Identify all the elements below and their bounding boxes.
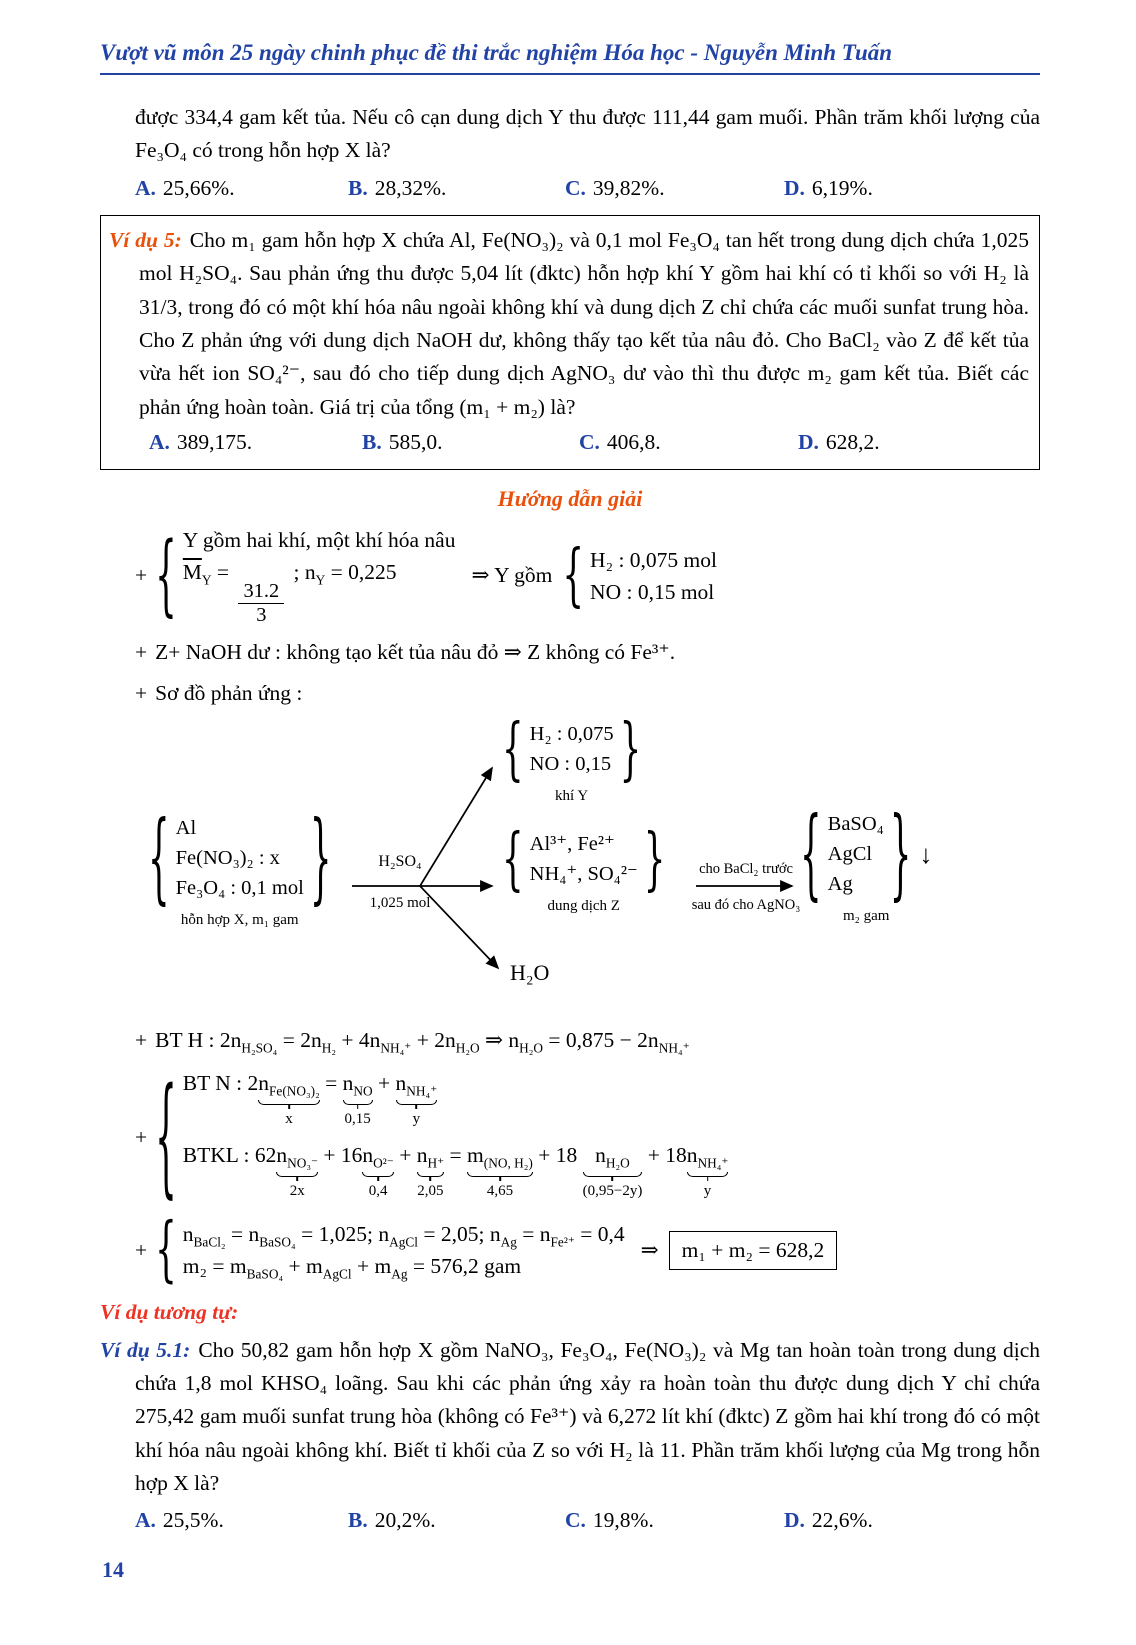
scheme-line: Al <box>175 817 197 840</box>
h2so4-mol-label: 1,025 mol <box>369 895 431 912</box>
option-letter: B. <box>348 1508 368 1533</box>
option-value: 406,8. <box>606 429 661 454</box>
option-letter: A. <box>135 1508 156 1533</box>
plus-sign: + <box>135 1028 148 1053</box>
equation-mid: + <box>372 1070 396 1095</box>
example-5-label: Ví dụ 5: <box>109 227 182 252</box>
underbrace <box>343 1100 373 1108</box>
scheme-line: Ag <box>827 872 853 895</box>
question-previous <box>135 101 1040 205</box>
option-d <box>798 426 1029 459</box>
underbrace-term <box>362 1140 393 1202</box>
option-value: 25,5%. <box>162 1508 224 1533</box>
term: $n_{H_2O}$ <box>595 1142 630 1171</box>
final-line-2: $m_2 = m_{BaSO_4} + m_{AgCl} + m_{Ag} = 576,2$ gam <box>182 1254 522 1282</box>
underbrace <box>467 1172 533 1180</box>
underbrace-term <box>276 1140 318 1202</box>
plus-sign: + <box>135 639 148 664</box>
equation-mid: = <box>319 1070 343 1095</box>
option-c <box>565 172 784 205</box>
option-letter: A. <box>149 429 170 454</box>
left-brace <box>148 810 170 909</box>
option-letter: D. <box>784 1508 805 1533</box>
left-brace <box>155 1073 177 1202</box>
left-brace <box>502 826 524 894</box>
header-title: Vượt vũ môn 25 ngày chinh phục đề thi trắc nghiệm Hóa học - Nguyễn Minh Tuấn <box>100 40 893 65</box>
solution-z-braced <box>502 830 665 889</box>
option-value: 20,2%. <box>374 1508 436 1533</box>
option-b <box>348 1504 565 1537</box>
mixture-x-group <box>148 814 331 931</box>
final-result-box: m₁ + m₂ = 628,2 <box>669 1231 838 1270</box>
mixture-x-lines <box>176 814 304 903</box>
scheme-line: Al³⁺, Fe²⁺ <box>529 833 615 856</box>
term: $n_{NO}$ <box>342 1070 373 1099</box>
underbrace-label: (0,95−2y) <box>582 1182 643 1199</box>
gas-line-2: $\overline{M}_Y$ = $\frac{31.2}{3}$ ; $n_Y = 0,225$ <box>182 560 397 627</box>
option-value: 389,175. <box>176 429 253 454</box>
scheme-line: AgCl <box>827 843 873 866</box>
plus-sign: + <box>135 563 148 588</box>
option-letter: D. <box>798 429 819 454</box>
final-lines <box>183 1218 625 1283</box>
final-group <box>135 1218 1040 1283</box>
gas-y-label: khí Y <box>555 787 589 804</box>
underbrace <box>362 1172 393 1180</box>
underbrace-label: 0,15 <box>344 1110 371 1127</box>
scheme-line: H₂ : 0,075 <box>529 723 614 746</box>
gas-no: NO : 0,15 mol <box>590 580 715 604</box>
option-value: 585,0. <box>388 429 443 454</box>
term: $n_{O^{2-}}$ <box>362 1142 394 1171</box>
precipitate-row <box>800 810 932 899</box>
scheme-line: BaSO₄ <box>827 813 884 836</box>
example-5-paragraph <box>109 224 1029 424</box>
option-letter: C. <box>565 1508 586 1533</box>
option-a <box>135 1504 348 1537</box>
underbrace-term <box>417 1140 444 1202</box>
solution-step-scheme <box>135 677 1040 710</box>
implies-y-gom: ⇒ Y gồm <box>471 563 553 588</box>
option-c <box>579 426 798 459</box>
option-value: 28,32%. <box>374 175 447 200</box>
precipitate-braced <box>800 810 911 899</box>
water-product: H₂O <box>510 960 550 986</box>
agno3-label: sau đó cho AgNO₃ <box>691 897 801 914</box>
conservation-equations <box>183 1066 729 1210</box>
plus-sign: + <box>135 681 148 706</box>
equation-mid: + 16 <box>318 1142 363 1167</box>
option-letter: A. <box>135 175 156 200</box>
h2so4-label: H₂SO₄ <box>378 853 422 871</box>
underbrace-label: 2x <box>289 1182 305 1199</box>
solution-step-naoh <box>135 636 1040 669</box>
precipitate-lines <box>828 810 884 899</box>
underbrace <box>276 1172 318 1180</box>
underbrace-term <box>583 1140 643 1202</box>
option-a <box>135 172 348 205</box>
gas-analysis-lines <box>183 524 456 628</box>
right-brace <box>620 716 642 784</box>
scheme-line: Fe(NO₃)₂ : x <box>175 847 280 870</box>
option-b <box>348 172 565 205</box>
equation-mid: + 18 <box>642 1142 687 1167</box>
underbrace-term <box>396 1068 438 1130</box>
option-c <box>565 1504 784 1537</box>
term: $n_{NH_4^+}$ <box>395 1070 438 1099</box>
bacl2-label: cho BaCl₂ trước <box>699 861 793 878</box>
similar-examples-label: Ví dụ tương tự: <box>100 1300 239 1325</box>
solution-z-lines <box>530 830 638 889</box>
naoh-statement: Z+ NaOH dư : không tạo kết tủa nâu đỏ ⇒ Z không có Fe³⁺. <box>155 639 676 664</box>
gas-y-lines <box>530 720 614 779</box>
solution-step-gas <box>135 524 1040 628</box>
reaction-scheme-diagram <box>100 718 1036 1018</box>
underbrace-term <box>687 1140 729 1202</box>
equation-bt-n <box>183 1068 729 1130</box>
option-value: 22,6%. <box>811 1508 873 1533</box>
option-value: 25,66%. <box>162 175 235 200</box>
underbrace-label: y <box>703 1182 712 1199</box>
answer-options-row <box>135 172 1040 205</box>
right-brace <box>310 810 332 909</box>
question-text: được 334,4 gam kết tủa. Nếu cô cạn dung dịch Y thu được 111,44 gam muối. Phần trăm khối lượng của Fe₃O₄ có trong hỗn hợp X là? <box>135 105 1040 163</box>
underbrace-term <box>467 1140 533 1202</box>
gas-h2: H₂ : 0,075 mol <box>590 547 717 572</box>
right-brace <box>890 806 912 905</box>
option-letter: B. <box>348 175 368 200</box>
page-header <box>100 40 1040 75</box>
left-brace <box>155 1214 177 1285</box>
term: $n_{NH_4^+}$ <box>686 1142 729 1171</box>
underbrace-label: 2,05 <box>417 1182 444 1199</box>
page-content <box>100 101 1040 1538</box>
gas-y-braced <box>502 720 641 779</box>
solution-title: Hướng dẫn giải <box>497 486 643 512</box>
underbrace <box>258 1100 320 1108</box>
option-value: 6,19%. <box>811 175 873 200</box>
final-line-1: $n_{BaCl_2} = n_{BaSO_4} = 1,025$; $n_{AgCl} = 2,05$; $n_{Ag} = n_{Fe^{2+}} = 0,4$ <box>182 1221 625 1250</box>
equation-bt-h <box>135 1024 1040 1057</box>
example-5-1-text: Cho 50,82 gam hỗn hợp X gồm NaNO₃, Fe₃O₄, Fe(NO₃)₂ và Mg tan hoàn toàn trong dung dịch chứa 1,8 mol KHSO₄ loãng. Sau khi các phản ứng xảy ra hoàn toàn thu được dung dịch Y chỉ chứa 275,42 gam muối sunfat trung hòa (không có Fe³⁺) và 6,272 lít khí (đktc) Z gồm hai khí trong đó có một khí hóa nâu ngoài không khí. Biết tỉ khối của Z so với H₂ là 11. Phần trăm khối lượng của Mg trong hỗn hợp X là? <box>135 1337 1041 1495</box>
example-5-1-paragraph <box>100 1334 1040 1501</box>
scheme-line: NO : 0,15 <box>529 753 612 776</box>
left-brace <box>562 542 584 610</box>
scheme-line: Fe₃O₄ : 0,1 mol <box>175 876 304 899</box>
underbrace-term <box>343 1068 373 1130</box>
equation-mid: + <box>393 1142 417 1167</box>
precipitate-label: m₂ gam <box>842 907 890 924</box>
option-letter: D. <box>784 175 805 200</box>
underbrace <box>396 1100 438 1108</box>
gas-line-1: Y gồm hai khí, một khí hóa nâu <box>182 528 456 553</box>
option-d <box>784 172 1040 205</box>
option-d <box>784 1504 1040 1537</box>
scheme-line: NH₄⁺, SO₄²⁻ <box>529 863 638 886</box>
underbrace-label: 0,4 <box>368 1182 388 1199</box>
option-letter: C. <box>579 429 600 454</box>
mixture-x-label: hỗn hợp X, m₁ gam <box>180 911 299 928</box>
answer-options-row <box>149 426 1029 459</box>
left-brace <box>155 532 177 620</box>
equation-btkl <box>183 1140 729 1202</box>
example-5-box <box>100 215 1040 470</box>
left-brace <box>800 806 822 905</box>
option-value: 19,8%. <box>592 1508 654 1533</box>
underbrace <box>417 1172 444 1180</box>
gas-y-group <box>502 720 641 808</box>
term: $n_{NO_3^-}$ <box>276 1142 319 1171</box>
solution-z-label: dung dịch Z <box>547 897 620 914</box>
example-5-1-label: Ví dụ 5.1: <box>100 1337 191 1362</box>
scheme-statement: Sơ đồ phản ứng : <box>155 681 303 706</box>
conservation-group <box>135 1066 1040 1210</box>
underbrace-label: x <box>285 1110 293 1127</box>
underbrace-label: 4,65 <box>486 1182 514 1199</box>
option-value: 628,2. <box>825 429 880 454</box>
gas-result-lines <box>590 544 717 609</box>
underbrace-term <box>258 1068 320 1130</box>
option-letter: C. <box>565 175 586 200</box>
precipitate-group <box>800 810 932 927</box>
left-brace <box>502 716 524 784</box>
term: $n_{Fe(NO_3)_2}$ <box>258 1070 320 1099</box>
precipitate-down-arrow-icon: ↓ <box>919 839 933 869</box>
underbrace-label: y <box>412 1110 421 1127</box>
option-b <box>362 426 579 459</box>
underbrace <box>583 1172 643 1180</box>
plus-sign: + <box>135 1125 148 1150</box>
equation-mid: = <box>444 1142 468 1167</box>
bt-h-formula: BT H : $2n_{H_2SO_4} = 2n_{H_2} + 4n_{NH_4^+} + 2n_{H_2O}$ ⇒ $n_{H_2O} = 0,875 - 2n_{NH_4^+}$ <box>155 1028 690 1056</box>
page-number: 14 <box>102 1557 124 1582</box>
term: $m_{(NO, H_2)}$ <box>467 1142 533 1171</box>
equation-prefix: BT N : 2 <box>182 1070 259 1095</box>
answer-options-row <box>135 1504 1040 1537</box>
mixture-x-braced <box>148 814 331 903</box>
underbrace <box>687 1172 729 1180</box>
option-value: 39,82%. <box>592 175 665 200</box>
option-a <box>149 426 362 459</box>
implies-arrow: ⇒ <box>640 1237 659 1262</box>
right-brace <box>644 826 666 894</box>
option-letter: B. <box>362 429 382 454</box>
equation-prefix: BTKL : 62 <box>182 1142 277 1167</box>
example-5-text: Cho m₁ gam hỗn hợp X chứa Al, Fe(NO₃)₂ và 0,1 mol Fe₃O₄ tan hết trong dung dịch chứa 1,025 mol H₂SO₄. Sau phản ứng thu được 5,04 lít (đktc) hỗn hợp khí Y gồm hai khí có tỉ khối so với H₂ là 31/3, trong đó có một khí hóa nâu ngoài không khí và dung dịch Z chỉ chứa các muối sunfat trung hòa. Cho Z phản ứng với dung dịch NaOH dư, không thấy tạo kết tủa nâu đỏ. Cho BaCl₂ vào Z để kết tủa vừa hết ion SO₄²⁻, sau đó cho tiếp dung dịch AgNO₃ dư vào thì thu được m₂ gam kết tủa. Biết các phản ứng hoàn toàn. Giá trị của tổng (m₁ + m₂) là? <box>139 227 1029 419</box>
term: $n_{H^+}$ <box>416 1142 445 1171</box>
equation-mid: + 18 <box>532 1142 583 1167</box>
plus-sign: + <box>135 1237 148 1262</box>
solution-z-group <box>502 830 665 918</box>
